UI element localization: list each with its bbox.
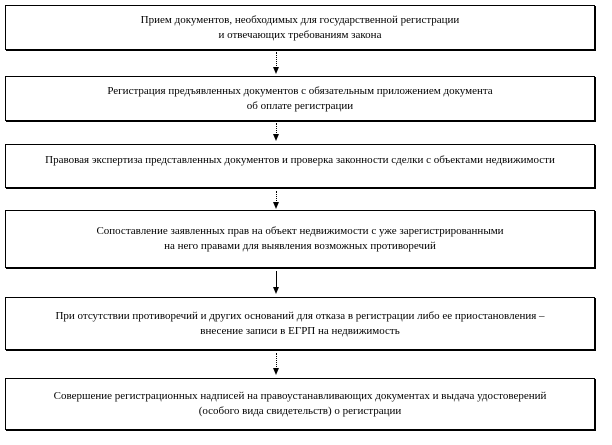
flow-step-1 [5,5,595,50]
flow-step-5 [5,297,595,350]
flow-step-4 [5,210,595,268]
flow-step-5-text: При отсутствии противоречий и других оснований для отказа в регистрации либо ее приостановления – внесение записи в ЕГРП на недвижимость [55,309,545,337]
flow-step-2-text: Регистрация предъявленных документов с обязательным приложением документа об оплате регистрации [107,84,493,112]
flow-step-3-text: Правовая экспертиза представленных документов и проверка законности сделки с объектами недвижимости [45,154,555,166]
flow-step-3 [5,144,595,188]
flow-step-6 [5,378,595,430]
flow-step-1-text: Прием документов, необходимых для государственной регистрации и отвечающих требованиям закона [140,13,460,41]
flow-step-2 [5,76,595,121]
flow-step-6-text: Совершение регистрационных надписей на правоустанавливающих документах и выдача удостоверений (особого вида свидетельств) о регистрации [53,390,547,417]
flow-step-4-text: Сопоставление заявленных прав на объект недвижимости с уже зарегистрированными на него правами для выявления возможных противоречий [96,225,504,252]
